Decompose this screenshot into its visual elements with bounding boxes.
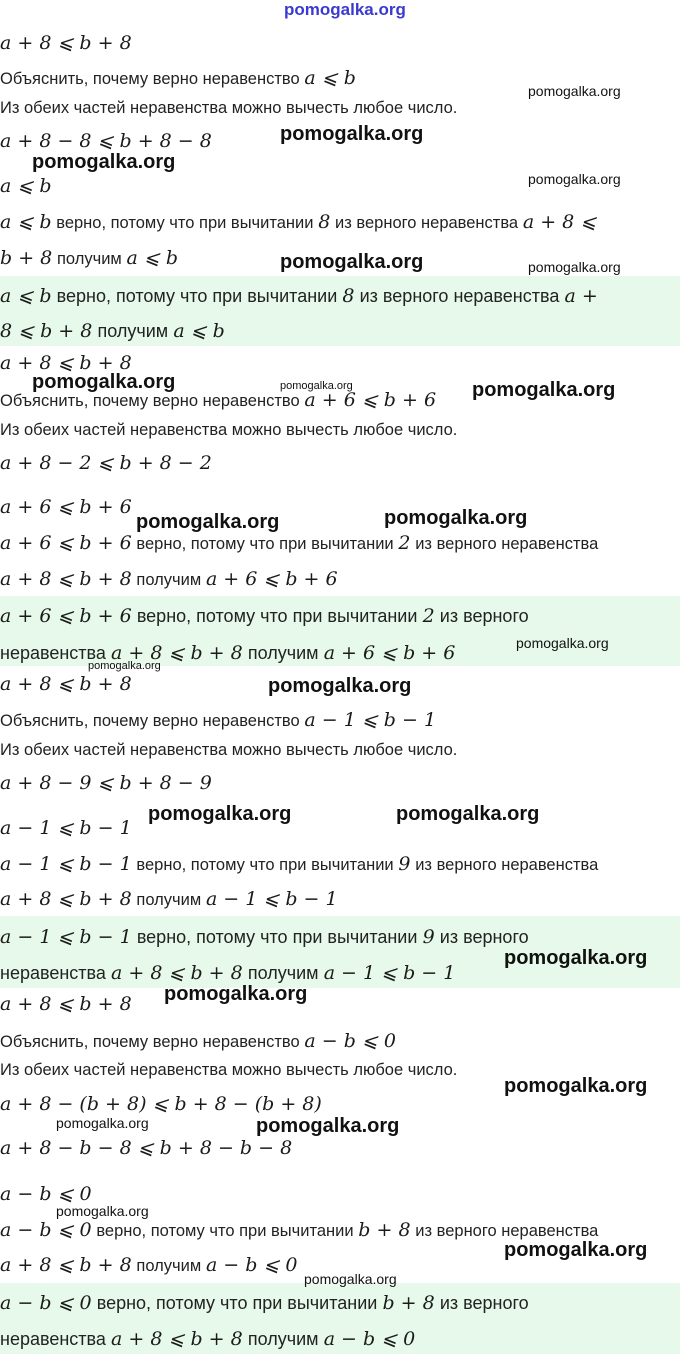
answer-text: неравенства [0, 1329, 106, 1349]
answer-expression: a − 1 ⩽ b − 1 [323, 962, 456, 984]
answer-line [0, 604, 529, 628]
explanation-text: получим [136, 1257, 202, 1275]
watermark: pomogalka.org [164, 983, 308, 1005]
subtracted-value: 2 [398, 532, 411, 554]
explanation-line [0, 887, 338, 912]
explanation-text: верно, потому что при вычитании [136, 856, 394, 874]
answer-expression: a ⩽ b [0, 285, 52, 307]
explanation-expression: a + 8 ⩽ b + 8 [0, 888, 132, 910]
watermark: pomogalka.org [528, 83, 621, 99]
task-expression: a + 6 ⩽ b + 6 [304, 389, 437, 411]
watermark: pomogalka.org [280, 123, 424, 145]
watermark: pomogalka.org [32, 371, 176, 393]
answer-text: верно, потому что при вычитании [136, 927, 418, 947]
explanation-expression: a + 8 ⩽ b + 8 [0, 568, 132, 590]
subtracted-value: 8 [318, 211, 331, 233]
watermark: pomogalka.org [504, 947, 648, 969]
answer-text: из верного [439, 606, 529, 626]
task-line [0, 66, 356, 91]
explanation-text: верно, потому что при вычитании [56, 214, 314, 232]
explanation-line [0, 852, 598, 877]
task-expression: a − b ⩽ 0 [304, 1030, 396, 1052]
answer-line [0, 641, 455, 665]
rule-text: Из обеих частей неравенства можно вычесть любое число. [0, 1061, 458, 1079]
answer-expression: a − b ⩽ 0 [0, 1292, 92, 1314]
subtracted-value: 9 [398, 853, 411, 875]
solution-step: a + 6 ⩽ b + 6 [0, 496, 132, 518]
explanation-text: получим [136, 571, 202, 589]
watermark: pomogalka.org [504, 1239, 648, 1261]
explanation-line [0, 567, 338, 592]
answer-line [0, 319, 225, 343]
explanation-expression: a + 6 ⩽ b + 6 [0, 532, 132, 554]
answer-text: неравенства [0, 643, 106, 663]
answer-expression: a − b ⩽ 0 [323, 1328, 416, 1350]
watermark: pomogalka.org [304, 1271, 397, 1287]
rule-text: Из обеих частей неравенства можно вычесть любое число. [0, 741, 458, 759]
answer-text: получим [97, 321, 169, 341]
watermark: pomogalka.org [280, 251, 424, 273]
answer-expression: a + 8 ⩽ b + 8 [111, 1328, 243, 1350]
solution-step: a − 1 ⩽ b − 1 [0, 817, 132, 839]
explanation-expression: a + 8 ⩽ [522, 211, 597, 233]
subtracted-value: 9 [422, 926, 435, 948]
subtracted-value: 8 [342, 285, 355, 307]
answer-expression: a ⩽ b [173, 320, 225, 342]
watermark: pomogalka.org [528, 259, 621, 275]
solution-step: a + 8 − b − 8 ⩽ b + 8 − b − 8 [0, 1137, 293, 1159]
explanation-text: из верного неравенства [335, 214, 519, 232]
answer-text: из верного [439, 927, 529, 947]
answer-line [0, 1291, 529, 1315]
rule-text: Из обеих частей неравенства можно вычесть любое число. [0, 99, 458, 117]
explanation-text: из верного неравенства [415, 535, 599, 553]
answer-expression: a + 8 ⩽ b + 8 [111, 642, 243, 664]
answer-text: верно, потому что при вычитании [96, 1293, 378, 1313]
explanation-expression: a − 1 ⩽ b − 1 [0, 853, 132, 875]
explanation-text: верно, потому что при вычитании [96, 1222, 354, 1240]
explanation-text: получим [56, 250, 122, 268]
answer-expression: a + [564, 285, 598, 307]
solution-step: a + 8 − (b + 8) ⩽ b + 8 − (b + 8) [0, 1093, 322, 1115]
explanation-text: из верного неравенства [415, 1222, 599, 1240]
answer-line [0, 925, 529, 949]
task-line [0, 708, 436, 733]
task-line [0, 1029, 396, 1054]
watermark: pomogalka.org [396, 803, 540, 825]
answer-expression: 8 ⩽ b + 8 [0, 320, 93, 342]
explanation-expression: a ⩽ b [126, 247, 179, 269]
explanation-expression: a − b ⩽ 0 [0, 1219, 92, 1241]
answer-text: получим [247, 643, 319, 663]
watermark: pomogalka.org [528, 171, 621, 187]
solution-step: a + 8 − 2 ⩽ b + 8 − 2 [0, 452, 212, 474]
answer-line [0, 961, 455, 985]
task-expression: a − 1 ⩽ b − 1 [304, 709, 437, 731]
solution-step: a + 8 − 9 ⩽ b + 8 − 9 [0, 772, 212, 794]
explanation-expression: b + 8 [0, 247, 53, 269]
watermark: pomogalka.org [136, 511, 280, 533]
explanation-text: получим [136, 891, 202, 909]
answer-expression: a − 1 ⩽ b − 1 [0, 926, 132, 948]
explanation-line [0, 210, 596, 235]
explanation-expression: a − b ⩽ 0 [205, 1254, 298, 1276]
watermark: pomogalka.org [504, 1075, 648, 1097]
solution-step: a − b ⩽ 0 [0, 1183, 92, 1205]
given-inequality: a + 8 ⩽ b + 8 [0, 993, 132, 1015]
answer-text: из верного [439, 1293, 529, 1313]
watermark: pomogalka.org [148, 803, 292, 825]
explanation-text: верно, потому что при вычитании [136, 535, 394, 553]
watermark: pomogalka.org [516, 635, 609, 651]
answer-text: получим [247, 963, 319, 983]
watermark: pomogalka.org [88, 660, 161, 672]
watermark: pomogalka.org [268, 675, 412, 697]
answer-expression: a + 8 ⩽ b + 8 [111, 962, 243, 984]
answer-expression: a + 6 ⩽ b + 6 [323, 642, 456, 664]
task-text: Объяснить, почему верно неравенство [0, 392, 300, 410]
explanation-line [0, 531, 598, 556]
answer-line [0, 1327, 415, 1351]
answer-text: неравенства [0, 963, 106, 983]
subtracted-value: b + 8 [358, 1219, 411, 1241]
watermark: pomogalka.org [56, 1203, 149, 1219]
explanation-expression: a + 8 ⩽ b + 8 [0, 1254, 132, 1276]
solution-step: a ⩽ b [0, 175, 52, 197]
watermark: pomogalka.org [280, 380, 353, 392]
task-expression: a ⩽ b [304, 67, 356, 89]
given-inequality: a + 8 ⩽ b + 8 [0, 352, 132, 374]
task-text: Объяснить, почему верно неравенство [0, 712, 300, 730]
explanation-expression: a + 6 ⩽ b + 6 [205, 568, 338, 590]
task-text: Объяснить, почему верно неравенство [0, 70, 300, 88]
watermark: pomogalka.org [56, 1115, 149, 1131]
explanation-line [0, 246, 178, 271]
answer-text: верно, потому что при вычитании [56, 286, 338, 306]
rule-text: Из обеих частей неравенства можно вычесть любое число. [0, 421, 458, 439]
explanation-text: из верного неравенства [415, 856, 599, 874]
subtracted-value: b + 8 [382, 1292, 435, 1314]
task-text: Объяснить, почему верно неравенство [0, 1033, 300, 1051]
explanation-expression: a ⩽ b [0, 211, 52, 233]
watermark: pomogalka.org [384, 507, 528, 529]
explanation-expression: a − 1 ⩽ b − 1 [205, 888, 338, 910]
answer-expression: a + 6 ⩽ b + 6 [0, 605, 132, 627]
solution-step: a + 8 − 8 ⩽ b + 8 − 8 [0, 130, 212, 152]
explanation-line [0, 1253, 298, 1278]
answer-text: верно, потому что при вычитании [136, 606, 418, 626]
given-inequality: a + 8 ⩽ b + 8 [0, 673, 132, 695]
answer-line [0, 284, 598, 308]
answer-text: из верного неравенства [359, 286, 560, 306]
site-header-watermark[interactable]: pomogalka.org [284, 0, 406, 19]
watermark: pomogalka.org [32, 151, 176, 173]
answer-text: получим [247, 1329, 319, 1349]
watermark: pomogalka.org [472, 379, 616, 401]
subtracted-value: 2 [422, 605, 435, 627]
watermark: pomogalka.org [256, 1115, 400, 1137]
given-inequality: a + 8 ⩽ b + 8 [0, 32, 132, 54]
